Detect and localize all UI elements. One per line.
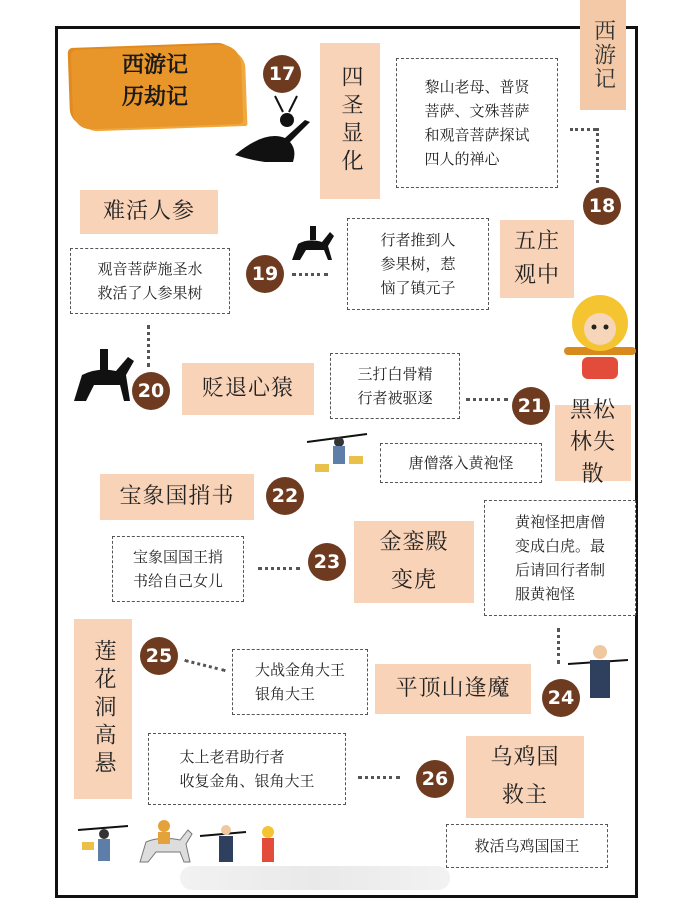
pilgrims-group-icon <box>76 812 286 872</box>
episode-26-title <box>466 736 584 818</box>
episode-25-desc: 太上老君助行者 收复金角、银角大王 <box>148 733 346 805</box>
monkey-king-silhouette-icon <box>225 90 315 170</box>
episode-26-title-text: 乌鸡国救主 <box>490 745 560 808</box>
episode-20-desc: 三打白骨精 行者被驱逐 <box>330 353 460 419</box>
episode-23-title <box>354 521 474 603</box>
episode-18-number: 18 <box>583 187 621 225</box>
episode-25-title: 莲花洞高悬 <box>74 619 132 799</box>
episode-25-number: 25 <box>140 637 178 675</box>
banner-title: 西游记 历劫记 <box>121 53 188 110</box>
episode-21-title-text: 黑松林失散 <box>569 398 616 487</box>
episode-23-number: 23 <box>308 543 346 581</box>
episode-24-desc: 大战金角大王 银角大王 <box>232 649 368 715</box>
episode-23-desc: 黄袍怪把唐僧 变成白虎。最 后请回行者制 服黄袍怪 <box>484 500 636 616</box>
episode-17-desc: 黎山老母、普贤 菩萨、文殊菩萨 和观音菩萨探试 四人的禅心 <box>396 58 558 188</box>
episode-26-number: 26 <box>416 760 454 798</box>
tab-title: 西游记 <box>580 0 626 110</box>
episode-22-desc: 宝象国国王捎 书给自己女儿 <box>112 536 244 602</box>
episode-24-number: 24 <box>542 679 580 717</box>
episode-19-desc: 行者推到人 参果树，惹 恼了镇元子 <box>347 218 489 310</box>
episode-21-number: 21 <box>512 387 550 425</box>
episode-24-title: 平顶山逢魔 <box>375 664 531 714</box>
episode-22-number: 22 <box>266 477 304 515</box>
episode-18-title: 难活人参 <box>80 190 218 234</box>
monkey-king-figure-icon <box>560 285 640 385</box>
episode-23-title-text: 金銮殿变虎 <box>379 530 449 593</box>
episode-21-desc: 唐僧落入黄袍怪 <box>380 443 542 483</box>
episode-17-title: 四圣显化 <box>320 43 380 199</box>
episode-17-number: 17 <box>263 55 301 93</box>
episode-19-number: 19 <box>246 255 284 293</box>
episode-22-title: 宝象国捎书 <box>100 474 254 520</box>
porter-carrying-pole-icon <box>305 430 371 476</box>
episode-19-title-text: 五庄观中 <box>513 229 560 288</box>
episode-20-number: 20 <box>132 372 170 410</box>
episode-26-desc: 救活乌鸡国国王 <box>446 824 608 868</box>
episode-20-title: 贬退心猿 <box>182 363 314 415</box>
episode-18-desc: 观音菩萨施圣水 救活了人参果树 <box>70 248 230 314</box>
bottom-watermark-bar <box>180 866 450 890</box>
horse-rider-large-icon <box>70 345 138 409</box>
horse-rider-icon <box>288 222 338 266</box>
episode-21-title <box>555 398 631 487</box>
